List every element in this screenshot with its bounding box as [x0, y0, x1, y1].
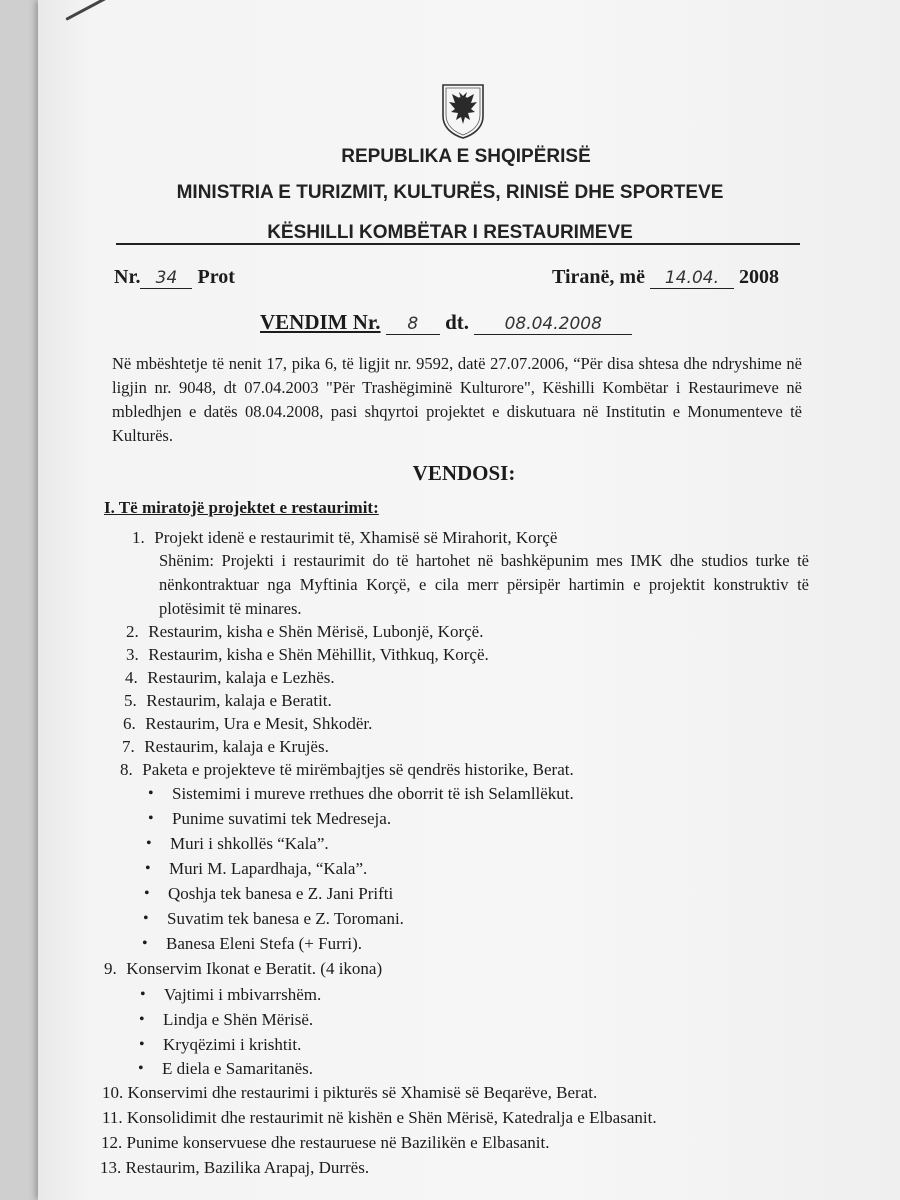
list-item: 1. Projekt idenë e restaurimit të, Xhamisë së Mirahorit, Korçë: [132, 528, 558, 547]
decides-heading: VENDOSI:: [412, 461, 516, 485]
nr-value: 34: [140, 268, 192, 289]
list-item: 7. Restaurim, kalaja e Krujës.: [122, 737, 329, 756]
list-item: 9. Konservim Ikonat e Beratit. (4 ikona): [104, 959, 383, 978]
coat-of-arms-icon: [440, 82, 486, 140]
sub-item: • Suvatim tek banesa e Z. Toromani.: [167, 907, 404, 931]
sub-item: • Muri i shkollës “Kala”.: [170, 832, 329, 856]
protocol-number: [114, 266, 235, 289]
prot-label: Prot: [197, 266, 235, 288]
list-item: 5. Restaurim, kalaja e Beratit.: [124, 691, 332, 710]
list-item: 10. Konservimi dhe restaurimi i pikturës së Xhamisë së Beqarëve, Berat.: [102, 1083, 598, 1102]
vendim-date: 08.04.2008: [474, 314, 632, 335]
sub-item: • E diela e Samaritanës.: [162, 1057, 313, 1081]
council-title: KËSHILLI KOMBËTAR I RESTAURIMEVE: [267, 222, 633, 243]
sub-item: • Banesa Eleni Stefa (+ Furri).: [166, 932, 362, 956]
list-item: 8. Paketa e projekteve të mirëmbajtjes së qendrës historike, Berat.: [120, 760, 574, 779]
vendim-number: 8: [386, 314, 440, 335]
ministry-title: MINISTRIA E TURIZMIT, KULTURËS, RINISË DHE SPORTEVE: [176, 182, 724, 203]
sub-item: • Punime suvatimi tek Medreseja.: [172, 807, 391, 831]
list-item: 4. Restaurim, kalaja e Lezhës.: [125, 668, 335, 687]
decision-line: [260, 310, 632, 335]
place-date: [552, 266, 779, 289]
sub-item: • Lindja e Shën Mërisë.: [163, 1008, 313, 1032]
sub-item: • Qoshja tek banesa e Z. Jani Prifti: [168, 882, 393, 906]
vendim-label: VENDIM Nr.: [260, 310, 381, 334]
list-item: 6. Restaurim, Ura e Mesit, Shkodër.: [123, 714, 373, 733]
intro-paragraph: Në mbështetje të nenit 17, pika 6, të ligjit nr. 9592, datë 27.07.2006, “Për disa shtesa dhe ndryshime në ligjin nr. 9048, dt 07.04.2003 "Për Trashëgiminë Kulturore", Këshilli Kombëtar i Restaurimeve në mbledhjen e datës 08.04.2008, pasi shqyrtoi projektet e diskutuara në Institutin e Monumenteve të Kulturës.: [112, 354, 802, 445]
sub-item: • Muri M. Lapardhaja, “Kala”.: [169, 857, 367, 881]
dt-label: dt.: [445, 310, 469, 334]
list-item: 13. Restaurim, Bazilika Arapaj, Durrës.: [100, 1158, 370, 1177]
republic-title: REPUBLIKA E SHQIPËRISË: [341, 146, 591, 167]
list-item: 12. Punime konservuese dhe restauruese në Bazilikën e Elbasanit.: [101, 1133, 550, 1152]
place-label: Tiranë, më: [552, 266, 645, 288]
date-value: 14.04.: [650, 268, 734, 289]
item-note: Shënim: Projekti i restaurimit do të hartohet në bashkëpunim mes IMK dhe studios turke të nënkontraktuar nga Myftinia Korçë, e cila merr përsipër hartimin e projektit konstruktiv të plotësimit të minares.: [159, 551, 809, 618]
list-item: 2. Restaurim, kisha e Shën Mërisë, Lubonjë, Korçë.: [126, 622, 484, 641]
sub-item: • Kryqëzimi i krishtit.: [163, 1033, 301, 1057]
section-title: I. Të miratojë projektet e restaurimit:: [104, 498, 379, 517]
year: 2008: [738, 266, 779, 288]
list-item: 3. Restaurim, kisha e Shën Mëhillit, Vithkuq, Korçë.: [126, 645, 489, 664]
list-item: 11. Konsolidimit dhe restaurimit në kishën e Shën Mërisë, Katedralja e Elbasanit.: [102, 1108, 657, 1127]
nr-label: Nr.: [114, 266, 141, 288]
sub-item: • Vajtimi i mbivarrshëm.: [164, 983, 321, 1007]
sub-item: • Sistemimi i mureve rrethues dhe oborrit të ish Selamllëkut.: [172, 782, 574, 806]
header-divider: [116, 243, 800, 245]
